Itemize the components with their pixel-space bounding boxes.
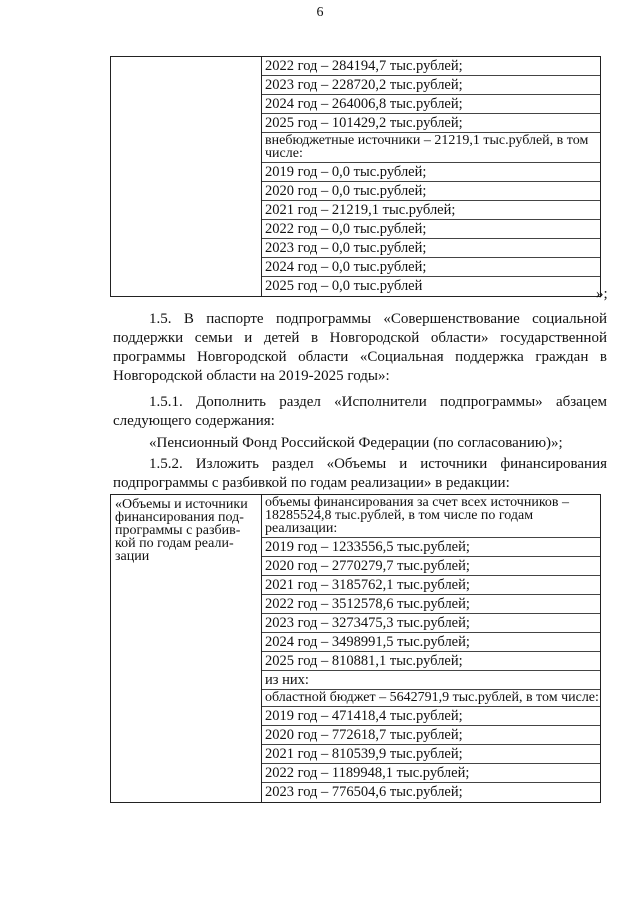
- table1-line: внебюджетные источники – 21219,1 тыс.рублей, в том числе:: [262, 133, 600, 163]
- table2-line: 2019 год – 1233556,5 тыс.рублей;: [262, 538, 600, 557]
- table1-line: 2020 год – 0,0 тыс.рублей;: [262, 182, 600, 201]
- table1-line: 2024 год – 264006,8 тыс.рублей;: [262, 95, 600, 114]
- table2-line: 2022 год – 1189948,1 тыс.рублей;: [262, 764, 600, 783]
- table2-line: 2022 год – 3512578,6 тыс.рублей;: [262, 595, 600, 614]
- table2-line: 2023 год – 776504,6 тыс.рублей;: [265, 784, 463, 800]
- table2-line: 2025 год – 810881,1 тыс.рублей;: [262, 652, 600, 671]
- table2-line: 2024 год – 3498991,5 тыс.рублей;: [262, 633, 600, 652]
- table1-line: 2022 год – 0,0 тыс.рублей;: [262, 220, 600, 239]
- paragraph-1-5-text: 1.5. В паспорте подпрограммы «Совершенствование социальной поддержки семьи и детей в Новгородской области» государственной программы Новгородской области «Социальная поддержка граждан в Новгородской области на 2019-2025 годы»:: [113, 311, 607, 384]
- table2-line: 2021 год – 810539,9 тыс.рублей;: [262, 745, 600, 764]
- table1-line: 2024 год – 0,0 тыс.рублей;: [262, 258, 600, 277]
- table1-line: 2021 год – 21219,1 тыс.рублей;: [262, 201, 600, 220]
- table2-line: 2023 год – 3273475,3 тыс.рублей;: [262, 614, 600, 633]
- paragraph-1-5-1: [113, 393, 607, 431]
- table1-line: 2022 год – 284194,7 тыс.рублей;: [262, 57, 600, 76]
- page-number: 6: [316, 5, 324, 20]
- table1-line: 2023 год – 0,0 тыс.рублей;: [262, 239, 600, 258]
- table2-right-cell: [262, 495, 601, 803]
- paragraph-pension-fund: [113, 434, 607, 453]
- closing-quote-mark: »;: [596, 286, 608, 302]
- table2-line: из них:: [262, 671, 600, 690]
- table2-line: объемы финансирования за счет всех источников – 18285524,8 тыс.рублей, в том числе по годам реализации:: [262, 495, 600, 538]
- table1-line: 2023 год – 228720,2 тыс.рублей;: [262, 76, 600, 95]
- table1-right-cell: [262, 57, 601, 297]
- paragraph-1-5-2-text: 1.5.2. Изложить раздел «Объемы и источники финансирования подпрограммы с разбивкой по годам реализации» в редакции:: [113, 456, 607, 491]
- table2-left-label: «Объемы и источники финансирования под-программы с разбив-кой по годам реали-зации: [115, 497, 248, 564]
- financing-table-continued: [110, 56, 601, 297]
- financing-table: [110, 494, 601, 803]
- paragraph-1-5-2: [113, 455, 607, 493]
- table2-line: 2019 год – 471418,4 тыс.рублей;: [262, 707, 600, 726]
- paragraph-pension-fund-text: «Пенсионный Фонд Российской Федерации (по согласованию)»;: [149, 435, 563, 451]
- table2-line: 2021 год – 3185762,1 тыс.рублей;: [262, 576, 600, 595]
- paragraph-1-5: [113, 310, 607, 386]
- table1-line: 2025 год – 0,0 тыс.рублей: [265, 278, 423, 294]
- table2-line: 2020 год – 2770279,7 тыс.рублей;: [262, 557, 600, 576]
- table1-left-cell: [111, 57, 262, 297]
- table2-left-cell: [111, 495, 262, 803]
- table2-line: 2020 год – 772618,7 тыс.рублей;: [262, 726, 600, 745]
- table1-line: 2025 год – 101429,2 тыс.рублей;: [262, 114, 600, 133]
- table1-line: 2019 год – 0,0 тыс.рублей;: [262, 163, 600, 182]
- table2-line: областной бюджет – 5642791,9 тыс.рублей, в том числе:: [262, 690, 600, 707]
- paragraph-1-5-1-text: 1.5.1. Дополнить раздел «Исполнители подпрограммы» абзацем следующего содержания:: [113, 394, 607, 429]
